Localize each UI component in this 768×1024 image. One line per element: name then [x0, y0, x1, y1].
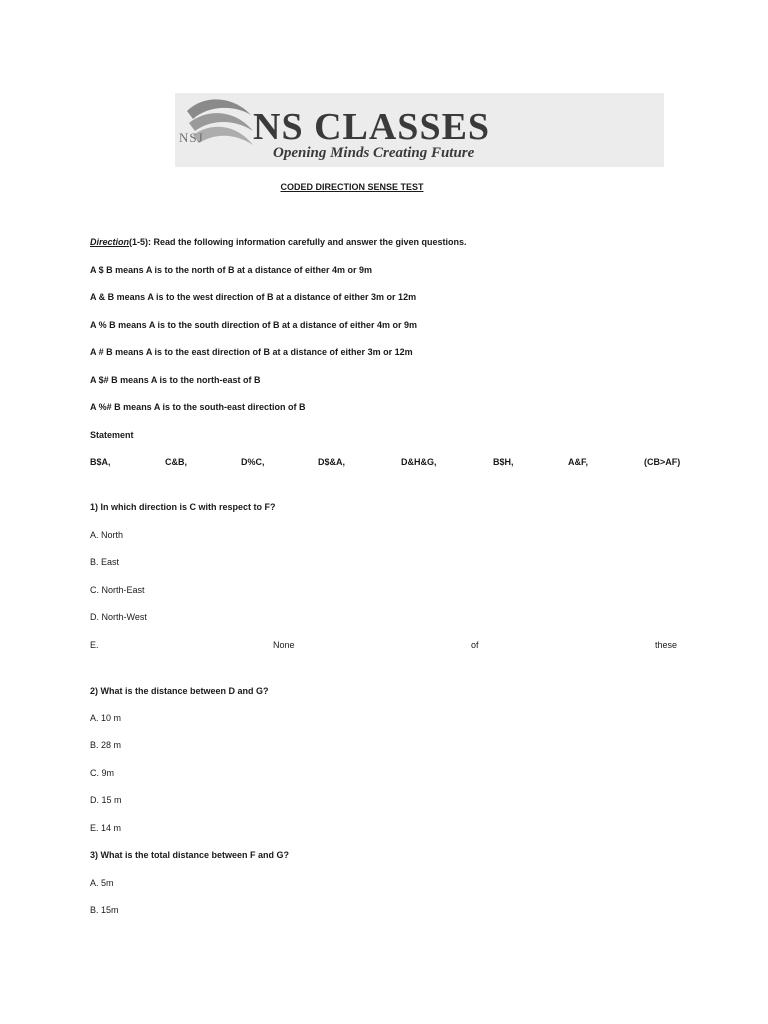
q2-option: D. 15 m [90, 795, 122, 805]
rule-line: A & B means A is to the west direction of B at a distance of either 3m or 12m [90, 292, 417, 302]
q1-option: A. North [90, 530, 124, 540]
rule-line: A $# B means A is to the north-east of B [90, 375, 261, 385]
statement-item: A&F, [568, 457, 588, 467]
statement-item: D&H&G, [401, 457, 437, 467]
question-1: 1) In which direction is C with respect to F? [90, 502, 276, 512]
q1-option: D. North-West [90, 612, 147, 622]
rule-line: A %# B means A is to the south-east direction of B [90, 402, 306, 412]
question-3: 3) What is the total distance between F and G? [90, 850, 290, 860]
direction-line [90, 237, 467, 247]
statement-item: B$A, [90, 457, 111, 467]
q1-option-e-word: None [273, 640, 295, 650]
q3-option: B. 15m [90, 905, 119, 915]
q2-option: C. 9m [90, 768, 115, 778]
q1-option: C. North-East [90, 585, 145, 595]
q1-option-e-word: these [655, 640, 678, 650]
statement-item: (CB>AF) [644, 457, 681, 467]
q2-option: E. 14 m [90, 823, 122, 833]
statement-item: D%C, [241, 457, 265, 467]
rule-line: A # B means A is to the east direction of B at a distance of either 3m or 12m [90, 347, 413, 357]
statement-item: B$H, [493, 457, 514, 467]
q1-option-e-word: E. [90, 640, 99, 650]
logo-banner [175, 93, 664, 167]
q3-option: A. 5m [90, 878, 114, 888]
statement-item: C&B, [165, 457, 187, 467]
rule-line: A % B means A is to the south direction of B at a distance of either 4m or 9m [90, 320, 418, 330]
statement-label: Statement [90, 430, 134, 440]
direction-label: Direction [90, 237, 130, 247]
rule-line: A $ B means A is to the north of B at a distance of either 4m or 9m [90, 265, 373, 275]
logo-name: NS CLASSES [253, 106, 491, 148]
q1-option: B. East [90, 557, 120, 567]
logo-mark: NSJ [179, 130, 204, 145]
logo-tagline: Opening Minds Creating Future [273, 145, 475, 161]
direction-text: (1-5): Read the following information carefully and answer the given questions. [129, 237, 467, 247]
q1-option-e-word: of [471, 640, 479, 650]
q2-option: A. 10 m [90, 713, 122, 723]
question-2: 2) What is the distance between D and G? [90, 686, 269, 696]
document-title: CODED DIRECTION SENSE TEST [280, 182, 424, 192]
statement-item: D$&A, [318, 457, 346, 467]
q2-option: B. 28 m [90, 740, 122, 750]
